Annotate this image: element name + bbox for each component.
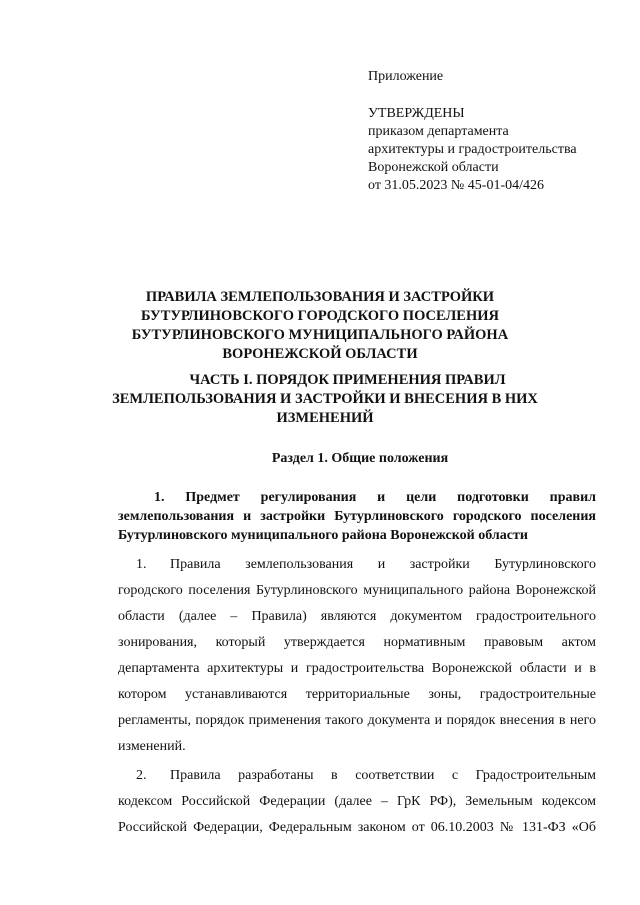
paragraph-text: Правила землепользования и застройки Бутурлиновского bbox=[170, 557, 596, 572]
paragraph-line: зонирования, который утверждается нормативным правовым актом bbox=[118, 635, 596, 650]
paragraph-line: городского поселения Бутурлиновского муниципального района Воронежской bbox=[118, 583, 596, 598]
paragraph-line bbox=[118, 763, 596, 789]
section-title: Раздел 1. Общие положения bbox=[271, 451, 449, 466]
article-heading-line: землепользования и застройки Бутурлиновского городского поселения bbox=[118, 509, 596, 524]
title-line: ВОРОНЕЖСКОЙ ОБЛАСТИ bbox=[222, 346, 418, 362]
document-title bbox=[100, 288, 540, 364]
part-title-line: ЧАСТЬ I. ПОРЯДОК ПРИМЕНЕНИЯ ПРАВИЛ bbox=[189, 372, 506, 388]
approval-block bbox=[368, 68, 618, 195]
paragraph-1 bbox=[118, 552, 596, 760]
title-line: ПРАВИЛА ЗЕМЛЕПОЛЬЗОВАНИЯ И ЗАСТРОЙКИ bbox=[145, 289, 495, 305]
paragraph-line: изменений. bbox=[118, 739, 186, 754]
title-line: БУТУРЛИНОВСКОГО МУНИЦИПАЛЬНОГО РАЙОНА bbox=[131, 327, 509, 343]
paragraph-line: котором устанавливаются территориальные зоны, градостроительные bbox=[118, 687, 596, 702]
paragraph-line: области (далее – Правила) являются документом градостроительного bbox=[118, 609, 596, 624]
approval-line: Воронежской области bbox=[368, 160, 499, 175]
approval-line: приказом департамента bbox=[368, 124, 509, 139]
paragraph-text: Правила разработаны в соответствии с Градостроительным bbox=[170, 768, 596, 783]
part-title-line: ЗЕМЛЕПОЛЬЗОВАНИЯ И ЗАСТРОЙКИ И ВНЕСЕНИЯ В НИХ bbox=[112, 391, 538, 407]
approved-label: УТВЕРЖДЕНЫ bbox=[368, 106, 465, 121]
paragraph-line: регламенты, порядок применения такого документа и порядок внесения в него bbox=[118, 713, 596, 728]
part-title-line: ИЗМЕНЕНИЙ bbox=[276, 410, 374, 426]
paragraph-number: 2. bbox=[136, 768, 147, 783]
approval-order-number: от 31.05.2023 № 45-01-04/426 bbox=[368, 178, 545, 193]
approval-line: архитектуры и градостроительства bbox=[368, 142, 577, 157]
part-title bbox=[105, 371, 545, 428]
paragraph-line: кодексом Российской Федерации (далее – ГрК РФ), Земельным кодексом bbox=[118, 794, 596, 809]
paragraph-line bbox=[118, 552, 596, 578]
paragraph-line: Российской Федерации, Федеральным законом от 06.10.2003 № 131-ФЗ «Об bbox=[118, 820, 596, 835]
title-line: БУТУРЛИНОВСКОГО ГОРОДСКОГО ПОСЕЛЕНИЯ bbox=[140, 308, 499, 324]
article-heading-line: 1. Предмет регулирования и цели подготовки правил bbox=[154, 490, 596, 505]
article-heading bbox=[118, 488, 596, 545]
annex-label: Приложение bbox=[368, 69, 444, 84]
article-heading-line: Бутурлиновского муниципального района Воронежской области bbox=[118, 528, 528, 543]
paragraph-line: департамента архитектуры и градостроительства Воронежской области и в bbox=[118, 661, 596, 676]
paragraph-2 bbox=[118, 763, 596, 841]
paragraph-number: 1. bbox=[136, 557, 147, 572]
